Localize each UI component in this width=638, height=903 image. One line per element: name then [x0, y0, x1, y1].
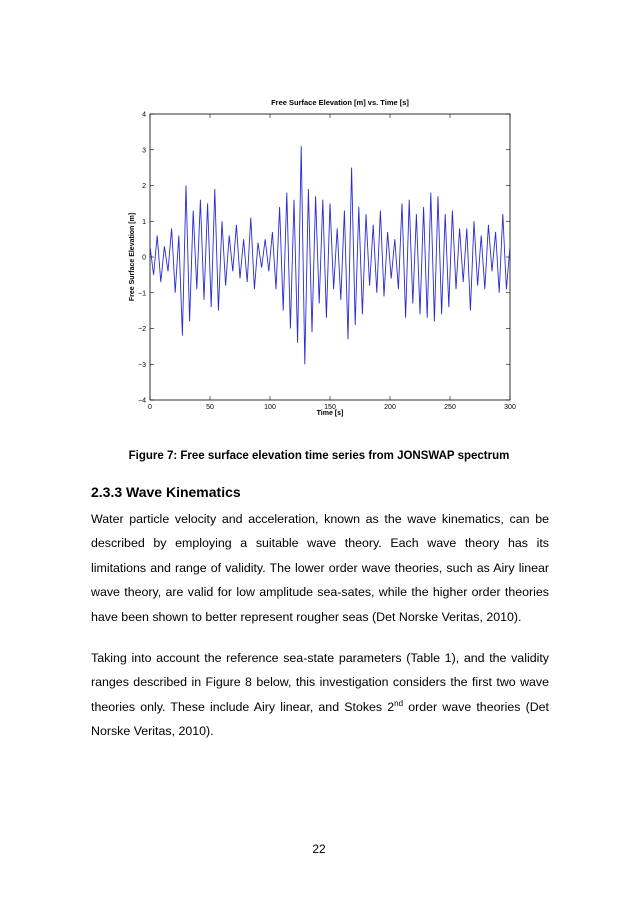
x-tick-label: 250 — [444, 404, 456, 411]
y-tick-label: −3 — [138, 361, 146, 369]
x-tick-label: 200 — [384, 404, 396, 411]
y-tick-label: −1 — [138, 290, 146, 298]
page-number: 22 — [312, 842, 326, 856]
x-tick-label: 50 — [206, 404, 214, 411]
free-surface-elevation-chart — [110, 92, 530, 422]
paragraph-wave-kinematics: Water particle velocity and acceleration, known as the wave kinematics, can be described by employing a suitable wave theory. Each wave theory has its limitations and range of validity. The lower order wave theories, such as Airy linear wave theory, are valid for low amplitude sea-sates, while the higher order theories have been shown to better represent rougher seas (Det Norske Veritas, 2010). — [91, 512, 549, 624]
x-tick-label: 300 — [504, 404, 516, 411]
x-tick-label: 150 — [324, 404, 336, 411]
section-heading: 2.3.3 Wave Kinematics — [91, 484, 241, 500]
y-tick-label: −4 — [138, 397, 146, 405]
y-tick-label: 1 — [142, 218, 146, 226]
y-axis-label: Free Surface Elevation [m] — [129, 212, 136, 302]
paragraph-text-part: Taking into account the reference sea-state parameters (Table 1), and the validity ranges described in Figure 8 below, this investigation considers the first two wave theories only. These include Airy linear, and Stokes 2 — [91, 651, 549, 714]
y-tick-label: −2 — [138, 326, 146, 333]
paragraph-text-part: order wave theories (Det Norske Veritas, 2010). — [91, 699, 549, 739]
x-axis-label: Time [s] — [316, 410, 344, 417]
chart-title: Free Surface Elevation [m] vs. Time [s] — [271, 98, 409, 107]
paragraph-wave-theories — [91, 646, 549, 744]
superscript-nd: nd — [394, 698, 404, 708]
y-tick-label: 4 — [142, 111, 146, 119]
figure-caption: Figure 7: Free surface elevation time series from JONSWAP spectrum — [128, 450, 510, 462]
x-tick-label: 0 — [148, 404, 152, 411]
y-tick-label: 2 — [142, 183, 146, 190]
plot-area-frame — [150, 114, 510, 400]
x-tick-label: 100 — [264, 404, 276, 411]
y-tick-label: 0 — [142, 254, 146, 262]
y-tick-label: 3 — [142, 147, 146, 155]
